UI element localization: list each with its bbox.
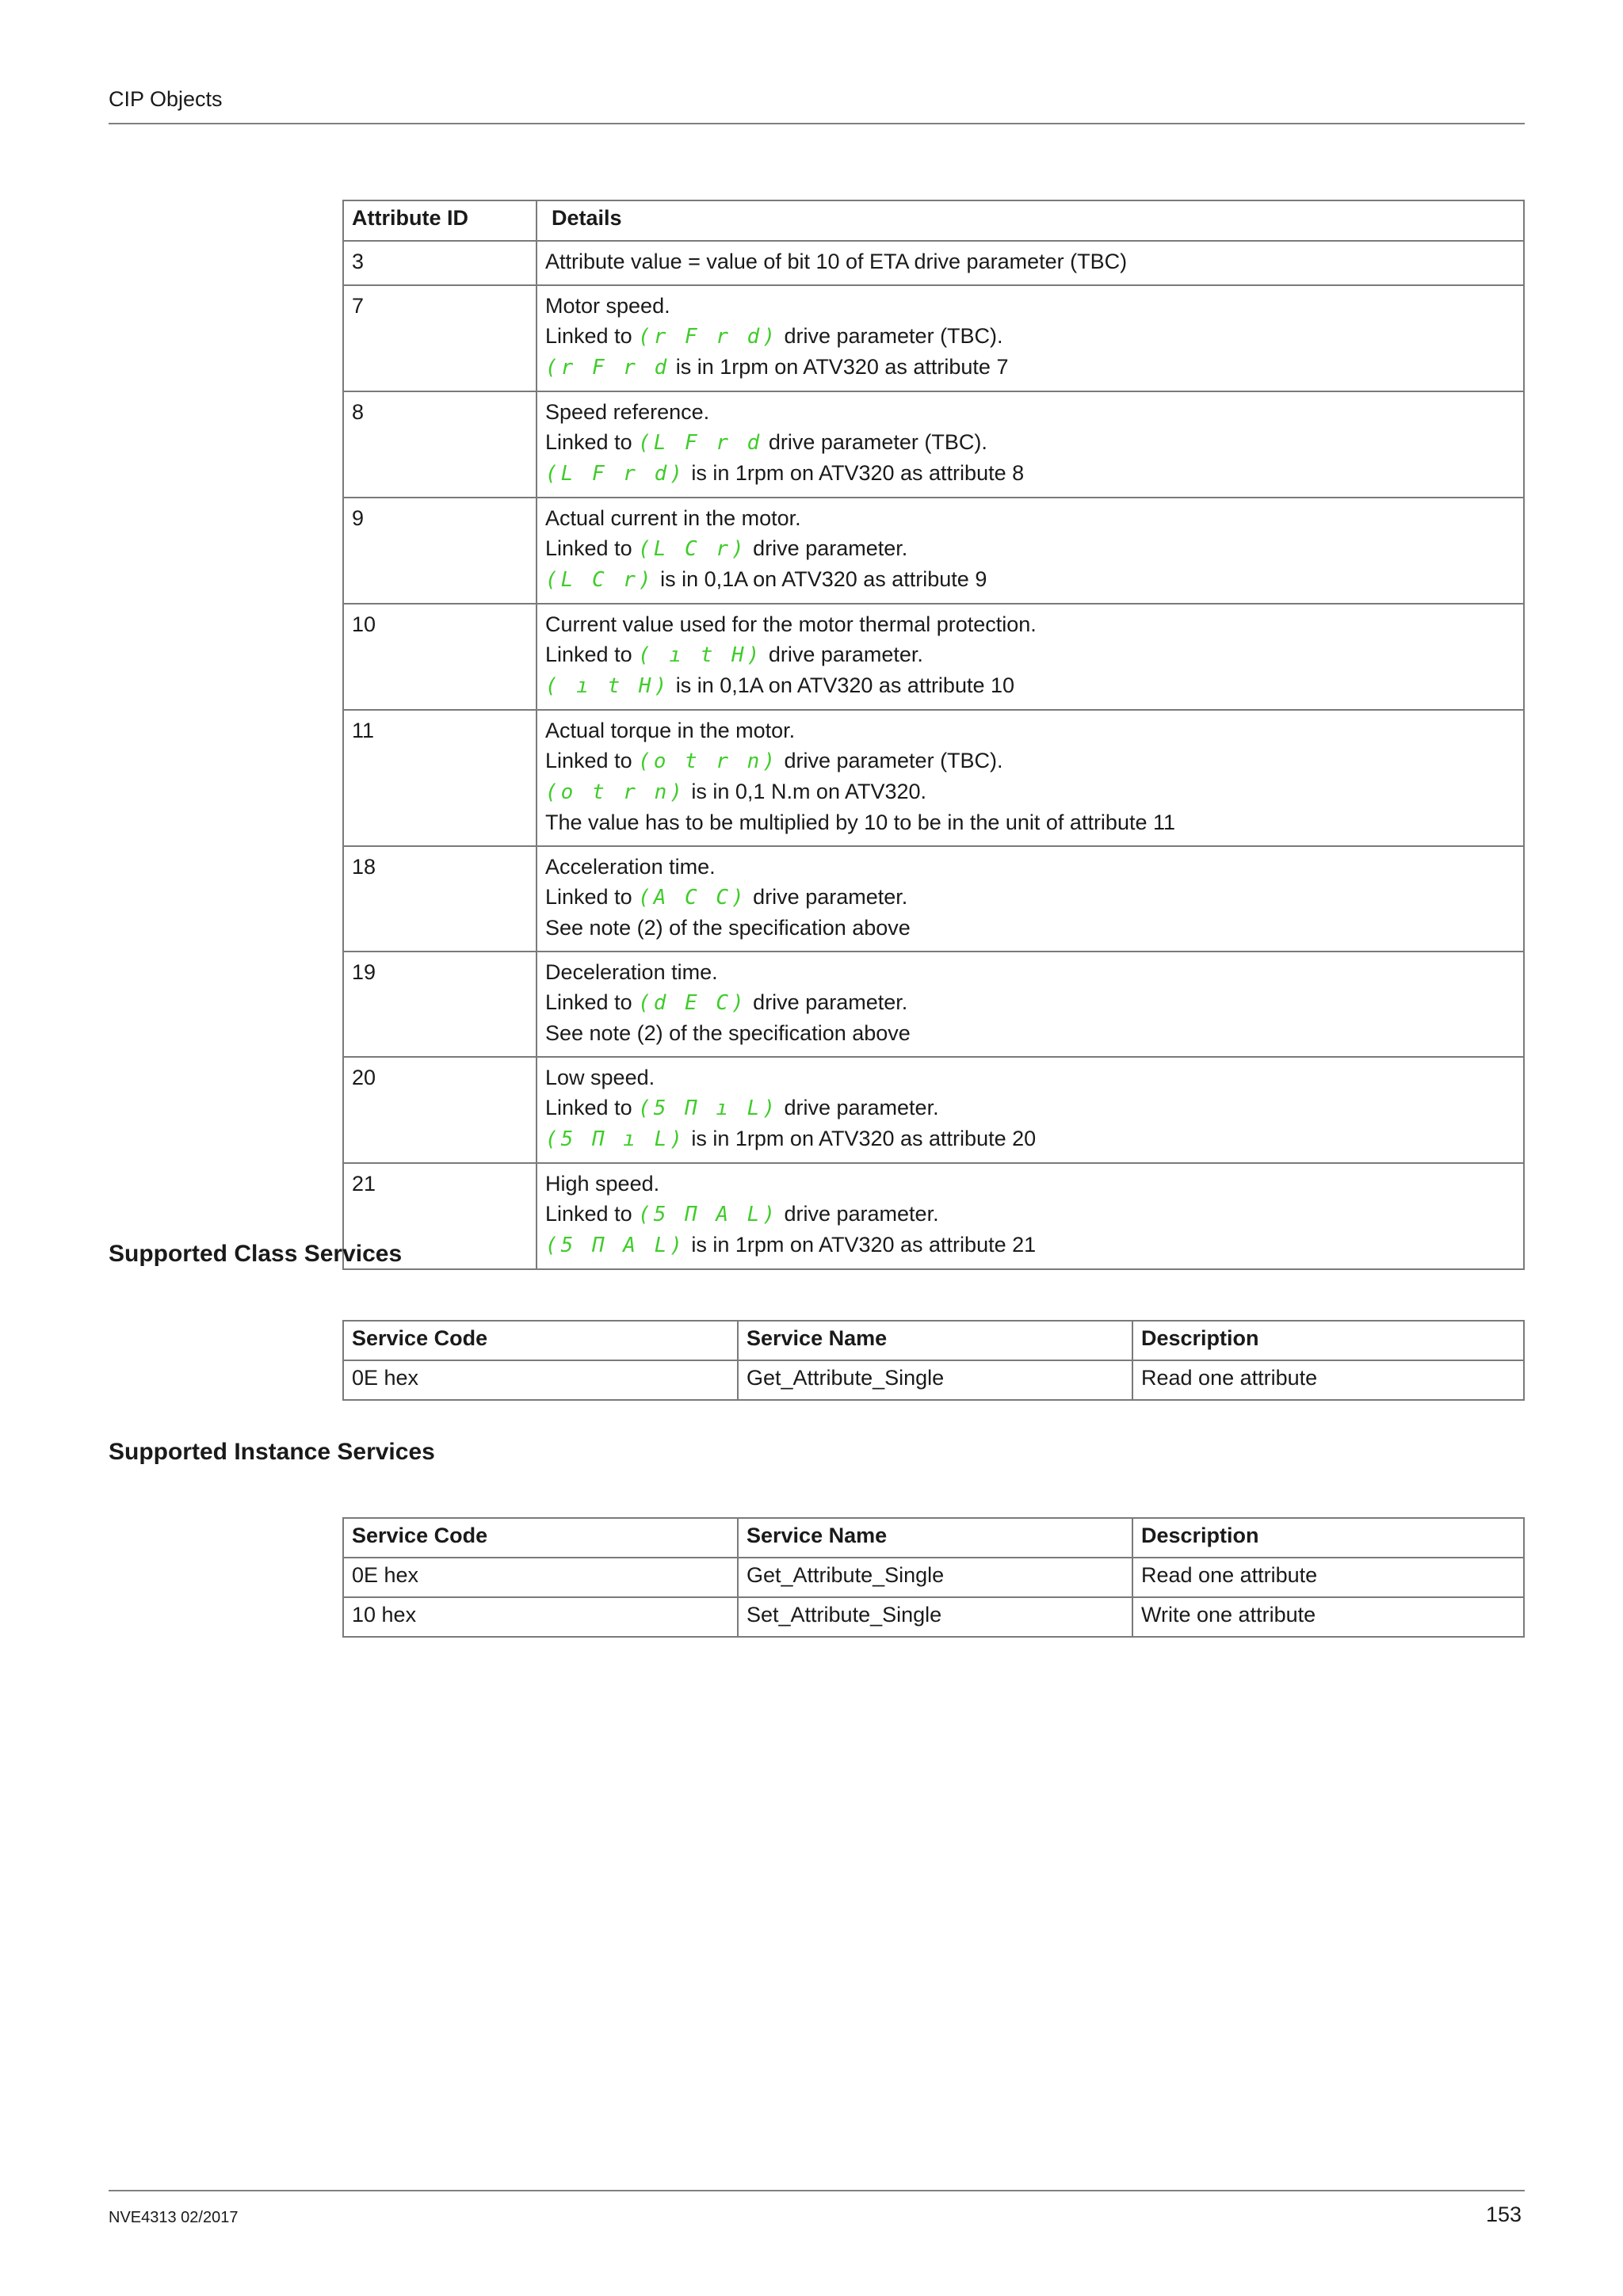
table-row bbox=[343, 498, 1524, 604]
details-text: Low speed. bbox=[545, 1066, 655, 1089]
details-line bbox=[545, 397, 1515, 427]
details-text: drive parameter (TBC). bbox=[762, 430, 987, 454]
parameter-code: (o t r n) bbox=[545, 780, 685, 804]
details-cell bbox=[537, 710, 1524, 846]
parameter-code: (r F r d bbox=[545, 356, 670, 379]
description-cell: Read one attribute bbox=[1132, 1558, 1524, 1597]
details-line bbox=[545, 670, 1515, 701]
details-line bbox=[545, 1018, 1515, 1048]
column-header-service-name: Service Name bbox=[738, 1518, 1132, 1558]
details-line bbox=[545, 1199, 1515, 1230]
details-text: Acceleration time. bbox=[545, 855, 716, 879]
details-text: drive parameter. bbox=[777, 1096, 939, 1119]
details-text: Speed reference. bbox=[545, 400, 710, 424]
parameter-code: (L C r) bbox=[638, 537, 747, 561]
details-text: is in 0,1A on ATV320 as attribute 10 bbox=[670, 673, 1015, 697]
details-text: Attribute value = value of bit 10 of ETA drive parameter (TBC) bbox=[545, 250, 1128, 273]
details-text: is in 0,1A on ATV320 as attribute 9 bbox=[654, 567, 987, 591]
table-row bbox=[343, 391, 1524, 498]
details-line bbox=[545, 503, 1515, 533]
attribute-table-header-row bbox=[343, 200, 1524, 241]
footer-page-number: 153 bbox=[1485, 2203, 1522, 2226]
header-divider bbox=[109, 123, 1525, 124]
attribute-id-cell: 19 bbox=[343, 952, 537, 1057]
service-name-cell: Get_Attribute_Single bbox=[738, 1360, 1132, 1400]
parameter-code: (A C C) bbox=[638, 886, 747, 910]
parameter-code: (d E C) bbox=[638, 991, 747, 1015]
table-row bbox=[343, 710, 1524, 846]
class-services-table bbox=[342, 1320, 1525, 1401]
details-cell bbox=[537, 391, 1524, 498]
details-cell bbox=[537, 498, 1524, 604]
footer-document-reference: NVE4313 02/2017 bbox=[109, 2209, 239, 2226]
footer-divider bbox=[109, 2190, 1525, 2191]
attribute-id-cell: 20 bbox=[343, 1057, 537, 1163]
details-line bbox=[545, 715, 1515, 746]
service-code-cell: 0E hex bbox=[343, 1360, 738, 1400]
details-text: Motor speed. bbox=[545, 294, 670, 318]
details-line bbox=[545, 639, 1515, 670]
parameter-code: ( ı t H) bbox=[638, 643, 763, 667]
attribute-id-cell: 8 bbox=[343, 391, 537, 498]
attribute-table bbox=[342, 200, 1525, 1270]
details-line bbox=[545, 246, 1515, 277]
details-text: drive parameter. bbox=[762, 643, 923, 666]
details-text: The value has to be multiplied by 10 to be in the unit of attribute 11 bbox=[545, 810, 1176, 834]
parameter-code: (L F r d bbox=[638, 431, 763, 455]
details-text: Linked to bbox=[545, 749, 639, 772]
column-header-service-name: Service Name bbox=[738, 1321, 1132, 1360]
service-code-cell: 0E hex bbox=[343, 1558, 738, 1597]
details-line bbox=[545, 913, 1515, 943]
details-text: drive parameter. bbox=[747, 990, 908, 1014]
parameter-code: (5 Π A L) bbox=[638, 1203, 778, 1226]
parameter-code: (L C r) bbox=[545, 568, 655, 592]
details-cell bbox=[537, 241, 1524, 285]
instance-services-heading: Supported Instance Services bbox=[109, 1439, 435, 1465]
details-line bbox=[545, 957, 1515, 987]
details-line bbox=[545, 609, 1515, 639]
attribute-id-cell: 11 bbox=[343, 710, 537, 846]
details-line bbox=[545, 458, 1515, 489]
details-line bbox=[545, 882, 1515, 913]
table-row bbox=[343, 1163, 1524, 1269]
parameter-code: (5 Π ı L) bbox=[545, 1127, 685, 1151]
details-line bbox=[545, 291, 1515, 321]
details-line bbox=[545, 1230, 1515, 1261]
details-text: drive parameter. bbox=[747, 885, 908, 909]
parameter-code: (5 Π ı L) bbox=[638, 1097, 778, 1120]
details-text: is in 1rpm on ATV320 as attribute 8 bbox=[685, 461, 1025, 485]
details-line bbox=[545, 852, 1515, 882]
table-row bbox=[343, 1597, 1524, 1637]
details-text: Linked to bbox=[545, 885, 639, 909]
table-row bbox=[343, 604, 1524, 710]
service-code-cell: 10 hex bbox=[343, 1597, 738, 1637]
column-header-service-code: Service Code bbox=[343, 1518, 738, 1558]
description-cell: Read one attribute bbox=[1132, 1360, 1524, 1400]
class-services-heading: Supported Class Services bbox=[109, 1241, 403, 1267]
attribute-id-cell: 18 bbox=[343, 846, 537, 952]
parameter-code: (r F r d) bbox=[638, 325, 778, 349]
details-text: is in 0,1 N.m on ATV320. bbox=[685, 780, 927, 803]
details-line bbox=[545, 1169, 1515, 1199]
service-name-cell: Get_Attribute_Single bbox=[738, 1558, 1132, 1597]
details-text: is in 1rpm on ATV320 as attribute 20 bbox=[685, 1127, 1037, 1150]
details-line bbox=[545, 776, 1515, 807]
table-row bbox=[343, 846, 1524, 952]
attribute-id-cell: 10 bbox=[343, 604, 537, 710]
details-line bbox=[545, 427, 1515, 458]
page-header-title: CIP Objects bbox=[109, 87, 223, 111]
table-row bbox=[343, 241, 1524, 285]
column-header-details: Details bbox=[537, 200, 1524, 241]
details-text: Current value used for the motor thermal protection. bbox=[545, 612, 1037, 636]
table-row bbox=[343, 952, 1524, 1057]
details-text: Linked to bbox=[545, 643, 639, 666]
column-header-description: Description bbox=[1132, 1518, 1524, 1558]
attribute-id-cell: 9 bbox=[343, 498, 537, 604]
details-text: is in 1rpm on ATV320 as attribute 7 bbox=[670, 355, 1009, 379]
service-name-cell: Set_Attribute_Single bbox=[738, 1597, 1132, 1637]
instance-services-table bbox=[342, 1517, 1525, 1638]
table-row bbox=[343, 285, 1524, 391]
details-line bbox=[545, 1062, 1515, 1093]
column-header-description: Description bbox=[1132, 1321, 1524, 1360]
parameter-code: (L F r d) bbox=[545, 462, 685, 486]
details-text: See note (2) of the specification above bbox=[545, 916, 911, 940]
details-line bbox=[545, 1093, 1515, 1123]
details-text: High speed. bbox=[545, 1172, 660, 1196]
details-line bbox=[545, 564, 1515, 595]
column-header-service-code: Service Code bbox=[343, 1321, 738, 1360]
details-text: Linked to bbox=[545, 324, 639, 348]
class-services-header-row bbox=[343, 1321, 1524, 1360]
details-line bbox=[545, 1123, 1515, 1154]
details-cell bbox=[537, 846, 1524, 952]
table-row bbox=[343, 1558, 1524, 1597]
description-cell: Write one attribute bbox=[1132, 1597, 1524, 1637]
details-cell bbox=[537, 285, 1524, 391]
instance-services-header-row bbox=[343, 1518, 1524, 1558]
details-line bbox=[545, 807, 1515, 837]
details-text: Linked to bbox=[545, 536, 639, 560]
details-line bbox=[545, 533, 1515, 564]
details-line bbox=[545, 746, 1515, 776]
details-cell bbox=[537, 952, 1524, 1057]
details-text: Linked to bbox=[545, 1202, 639, 1226]
details-cell bbox=[537, 1057, 1524, 1163]
details-text: Deceleration time. bbox=[545, 960, 718, 984]
attribute-id-cell: 21 bbox=[343, 1163, 537, 1269]
details-line bbox=[545, 987, 1515, 1018]
parameter-code: (o t r n) bbox=[638, 749, 778, 773]
parameter-code: ( ı t H) bbox=[545, 674, 670, 698]
details-line bbox=[545, 352, 1515, 383]
column-header-attribute-id: Attribute ID bbox=[343, 200, 537, 241]
details-text: Linked to bbox=[545, 990, 639, 1014]
table-row bbox=[343, 1057, 1524, 1163]
details-line bbox=[545, 321, 1515, 352]
details-text: drive parameter (TBC). bbox=[777, 749, 1003, 772]
attribute-id-cell: 7 bbox=[343, 285, 537, 391]
table-row bbox=[343, 1360, 1524, 1400]
details-text: Actual torque in the motor. bbox=[545, 719, 796, 742]
details-text: Linked to bbox=[545, 1096, 639, 1119]
details-text: drive parameter. bbox=[747, 536, 908, 560]
details-cell bbox=[537, 1163, 1524, 1269]
details-text: Linked to bbox=[545, 430, 639, 454]
details-text: drive parameter. bbox=[777, 1202, 939, 1226]
details-cell bbox=[537, 604, 1524, 710]
details-text: is in 1rpm on ATV320 as attribute 21 bbox=[685, 1233, 1037, 1257]
parameter-code: (5 Π A L) bbox=[545, 1234, 685, 1257]
attribute-id-cell: 3 bbox=[343, 241, 537, 285]
details-text: drive parameter (TBC). bbox=[777, 324, 1003, 348]
details-text: Actual current in the motor. bbox=[545, 506, 801, 530]
details-text: See note (2) of the specification above bbox=[545, 1021, 911, 1045]
